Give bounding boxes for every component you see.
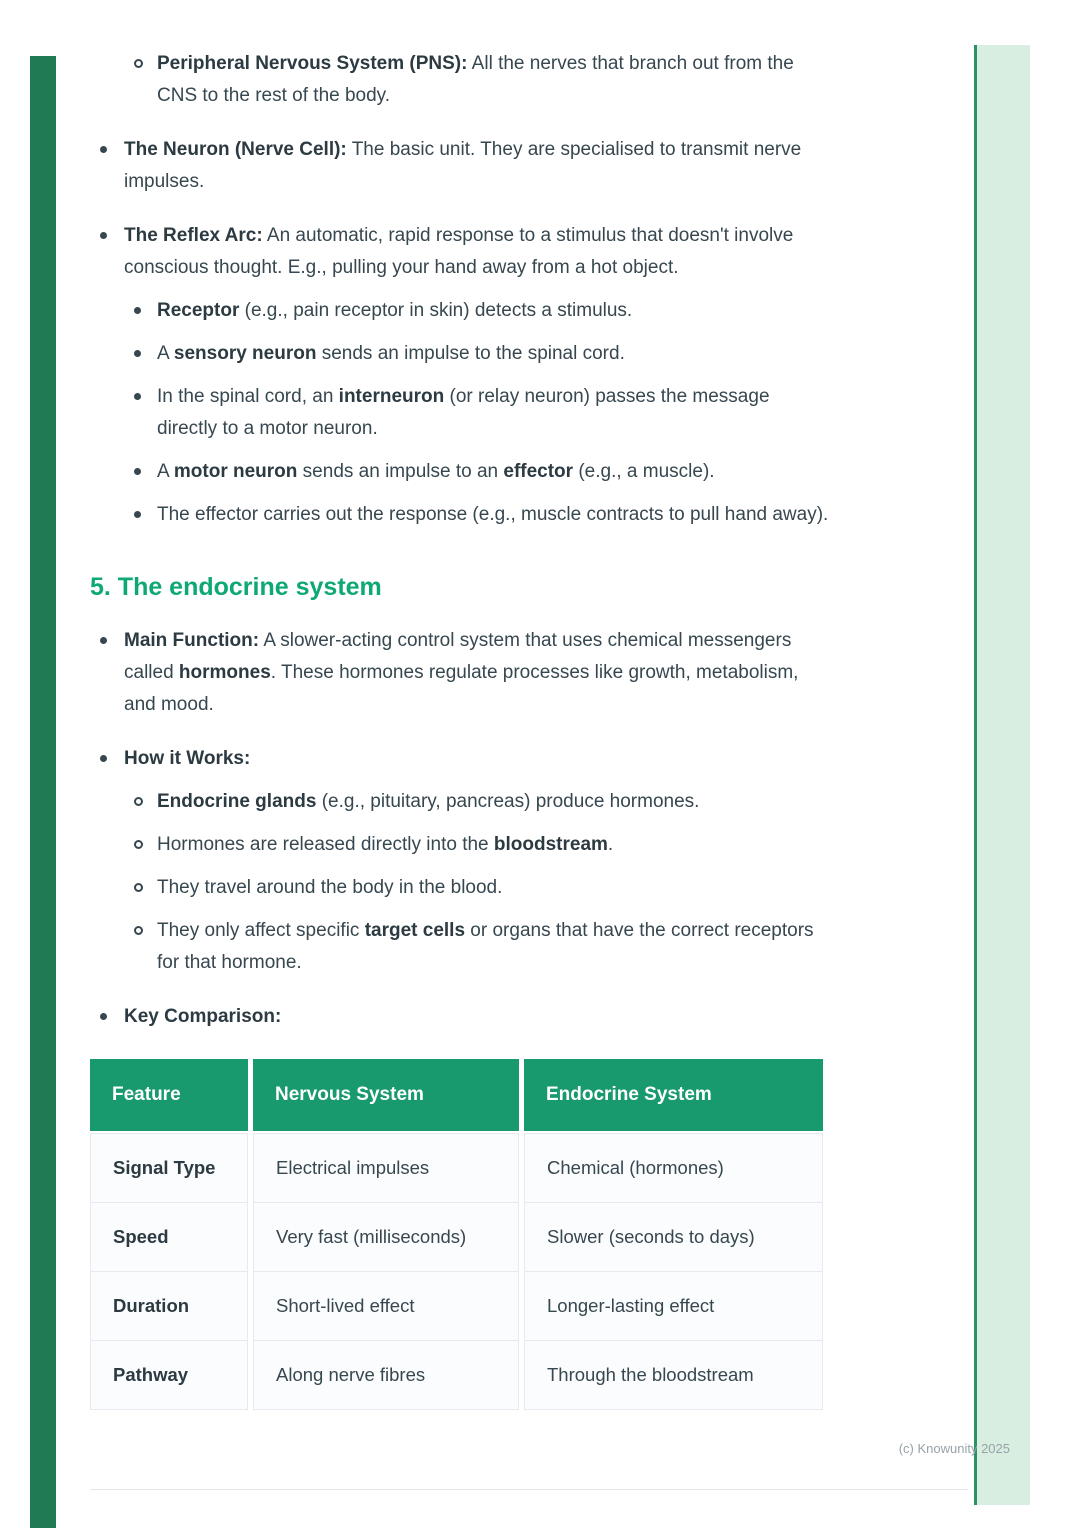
list-item bbox=[90, 625, 830, 721]
table-header-cell: Endocrine System bbox=[524, 1059, 823, 1131]
disc-bullet-icon bbox=[100, 146, 107, 153]
table-cell: Speed bbox=[90, 1202, 248, 1272]
list-item bbox=[90, 499, 830, 531]
list-item-text: Endocrine glands (e.g., pituitary, pancreas) produce hormones. bbox=[157, 791, 700, 812]
list-item-text: Hormones are released directly into the bloodstream. bbox=[157, 834, 614, 855]
page-edge-left-strip bbox=[30, 56, 56, 1528]
table-cell: Chemical (hormones) bbox=[524, 1133, 823, 1203]
circle-bullet-icon bbox=[134, 926, 143, 935]
list-item-text: A motor neuron sends an impulse to an effector (e.g., a muscle). bbox=[157, 461, 715, 482]
disc-bullet-icon bbox=[134, 307, 141, 314]
table-row bbox=[90, 1340, 823, 1410]
list-item-text: They travel around the body in the blood. bbox=[157, 877, 503, 898]
copyright-credit: (c) Knowunity 2025 bbox=[898, 1441, 1010, 1456]
disc-bullet-icon bbox=[134, 468, 141, 475]
disc-bullet-icon bbox=[134, 393, 141, 400]
table-cell: Through the bloodstream bbox=[524, 1340, 823, 1410]
list-item bbox=[90, 48, 830, 112]
comparison-table-body bbox=[90, 1133, 823, 1410]
table-cell: Short-lived effect bbox=[253, 1271, 519, 1341]
comparison-table bbox=[90, 1059, 823, 1410]
page-bottom-divider bbox=[90, 1489, 968, 1490]
list-item bbox=[90, 220, 830, 284]
document-content bbox=[90, 48, 830, 1410]
disc-bullet-icon bbox=[100, 637, 107, 644]
list-item-text: Main Function: A slower-acting control system that uses chemical messengers called hormones. These hormones regulate processes like growth, metabolism, and mood. bbox=[124, 630, 799, 715]
page-edge-right-strip bbox=[977, 45, 1030, 1505]
list-item-text: Key Comparison: bbox=[124, 1006, 282, 1027]
list-item bbox=[90, 381, 830, 445]
list-item bbox=[90, 829, 830, 861]
list-item bbox=[90, 134, 830, 198]
list-item bbox=[90, 786, 830, 818]
table-cell: Very fast (milliseconds) bbox=[253, 1202, 519, 1272]
list-item bbox=[90, 456, 830, 488]
table-cell: Signal Type bbox=[90, 1133, 248, 1203]
circle-bullet-icon bbox=[134, 797, 143, 806]
disc-bullet-icon bbox=[100, 232, 107, 239]
table-cell: Duration bbox=[90, 1271, 248, 1341]
list-item-text: The Reflex Arc: An automatic, rapid response to a stimulus that doesn't involve conscious thought. E.g., pulling your hand away from a hot object. bbox=[124, 225, 794, 278]
list-item bbox=[90, 1001, 830, 1033]
disc-bullet-icon bbox=[100, 1013, 107, 1020]
circle-bullet-icon bbox=[134, 840, 143, 849]
table-cell: Along nerve fibres bbox=[253, 1340, 519, 1410]
table-header-cell: Feature bbox=[90, 1059, 248, 1131]
disc-bullet-icon bbox=[134, 511, 141, 518]
list-item bbox=[90, 338, 830, 370]
list-item-text: Receptor (e.g., pain receptor in skin) detects a stimulus. bbox=[157, 300, 633, 321]
table-row bbox=[90, 1202, 823, 1272]
table-row bbox=[90, 1133, 823, 1203]
table-cell: Longer-lasting effect bbox=[524, 1271, 823, 1341]
list-item-text: They only affect specific target cells or organs that have the correct receptors for that hormone. bbox=[157, 920, 814, 973]
list-item-text: The effector carries out the response (e.g., muscle contracts to pull hand away). bbox=[157, 504, 829, 525]
list-item-text: How it Works: bbox=[124, 748, 251, 769]
section-heading: 5. The endocrine system bbox=[90, 573, 382, 601]
disc-bullet-icon bbox=[100, 755, 107, 762]
table-header-cell: Nervous System bbox=[253, 1059, 519, 1131]
table-row bbox=[90, 1271, 823, 1341]
table-cell: Slower (seconds to days) bbox=[524, 1202, 823, 1272]
list-item-text: Peripheral Nervous System (PNS): All the nerves that branch out from the CNS to the rest of the body. bbox=[157, 53, 794, 106]
disc-bullet-icon bbox=[134, 350, 141, 357]
list-item bbox=[90, 295, 830, 327]
table-cell: Electrical impulses bbox=[253, 1133, 519, 1203]
content-blocks bbox=[90, 48, 830, 1033]
list-item-text: The Neuron (Nerve Cell): The basic unit. They are specialised to transmit nerve impulses. bbox=[124, 139, 802, 192]
list-item bbox=[90, 872, 830, 904]
list-item bbox=[90, 915, 830, 979]
list-item-text: A sensory neuron sends an impulse to the spinal cord. bbox=[157, 343, 625, 364]
list-item bbox=[90, 743, 830, 775]
table-cell: Pathway bbox=[90, 1340, 248, 1410]
list-item-text: In the spinal cord, an interneuron (or relay neuron) passes the message directly to a motor neuron. bbox=[157, 386, 770, 439]
circle-bullet-icon bbox=[134, 59, 143, 68]
circle-bullet-icon bbox=[134, 883, 143, 892]
comparison-table-header-row bbox=[90, 1059, 823, 1131]
